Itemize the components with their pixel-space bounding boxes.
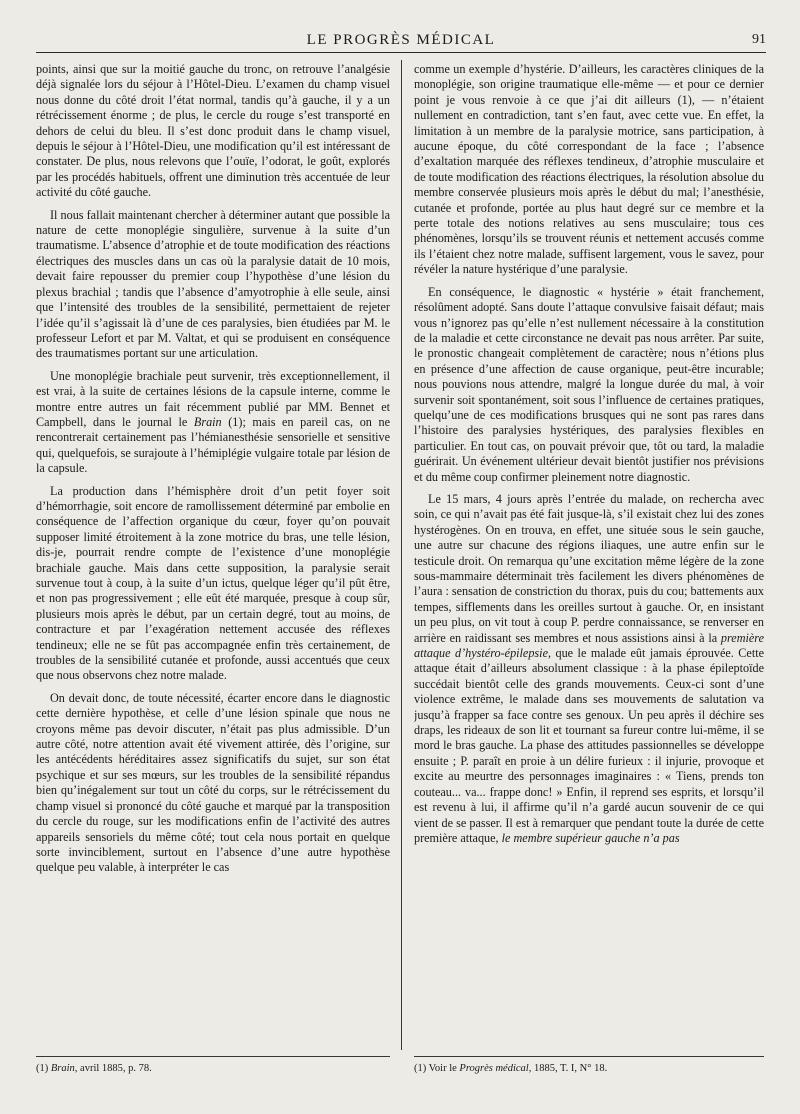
footnote-text: , avril 1885, p. 78.	[74, 1063, 152, 1074]
footnote-right	[414, 1056, 764, 1074]
footnote-text: , 1885, T. I, N° 18.	[528, 1063, 608, 1074]
emphasis: première attaque d’hystéro-épilepsie	[414, 630, 764, 661]
paragraph: En conséquence, le diagnostic « hystérie » était franchement, résolûment adopté. Sans doute l’attaque convulsive faisait défaut; mais vous n’ignorez pas qu’elle n’est nullement nécessaire à la constitution de la maladie et cette circonstance ne devait pas nous arrêter. Par suite, le pronostic changeait complètement de caractère; nous n’étions plus en présence d’une affection de cause organique, peut-être incurable; nous pouvions nous attendre, malgré la longue durée du mal, à voir survenir soit spontanément, soit sous l’influence de certaines pratiques, quelqu’une de ces modifications brusques qui ne sont pas rares dans l’histoire des paralysies hystériques, des paralysies flexibles en particulier. En tout cas, on pouvait prévoir que, tôt ou tard, la maladie guérirait. Un événement ultérieur devait bientôt justifier nos prévisions et du même coup confirmer pleinement notre diagnostic.	[414, 284, 764, 484]
footnote-marker: (1)	[36, 1063, 51, 1074]
footnote-journal: Brain	[50, 1063, 75, 1074]
paragraph: Il nous fallait maintenant chercher à déterminer autant que possible la nature de cette monoplégie singulière, survenue à la suite d’un traumatisme. L’absence d’atrophie et de toute modification des réactions électriques des muscles dans un cas où la paralysie datait de 10 mois, devait faire repousser du premier coup l’hypothèse d’une lésion du plexus brachial ; tandis que l’absence d’amyotrophie à elle seule, ainsi que l’intensité des troubles de la sensibilité, permettaient de rejeter l’idée qu’il s’agissait là d’une de ces paralysies, bien étudiées par M. le professeur Lefort et par M. Valtat, et qui se produisent en conséquence des traumatismes portant sur une articulation.	[36, 207, 390, 361]
right-column	[414, 62, 764, 1042]
journal-title: LE PROGRÈS MÉDICAL	[306, 32, 496, 48]
text-run: , que le malade eût jamais éprouvée. Cette attaque était d’ailleurs absolument classique : à la phase épileptoïde succédait bientôt celle des grands mouvements. Ceux-ci sont d’une violence extrême, le malade dans ses mouvements de salutation va jusqu’à frapper sa face contre ses genoux. Un peu après il déchire ses draps, les rideaux de son lit et tournant sa fureur contre lui-même, il se mord le bras gauche. La phase des attitudes passionnelles se développe ensuite ; P. paraît en proie à un délire furieux : il injurie, provoque et excite au meurtre des personnages imaginaires : « Tiens, prends ton couteau... va... frappe donc! » Enfin, il reprend ses esprits, et lorsqu’il est revenu à lui, il affirme qu’il n’a gardé aucun souvenir de ce qui vient de se passer. Il est à remarquer que pendant toute la durée de cette première attaque,	[414, 646, 764, 845]
text-run: Le 15 mars, 4 jours après l’entrée du malade, on rechercha avec soin, ce qui n’avait pas été fait jusque-là, s’il existait chez lui des zones hystérogènes. On en trouva, en effet, une située sous le sein gauche, une autre sur chacune des régions iliaques, une autre enfin sur le testicule droit. On remarqua qu’une excitation même légère de la zone sous-mammaire déterminait très facilement les divers phénomènes de l’aura : sensation de constriction du thorax, puis du cou; battements aux tempes, sifflements dans les oreilles surtout à gauche. Or, en insistant un peu plus, on vit tout à coup P. perdre connaissance, se renverser en arrière en raidissant ses membres et nous assistions ainsi à la	[414, 491, 764, 645]
left-column	[36, 62, 390, 1042]
column-divider	[401, 60, 402, 1050]
footnote-left	[36, 1056, 390, 1074]
paragraph	[36, 369, 390, 477]
journal-name: Brain	[193, 414, 222, 429]
emphasis: le membre supérieur gauche n’a pas	[501, 830, 680, 845]
paragraph: La production dans l’hémisphère droit d’un petit foyer soit d’hémorrhagie, soit encore de ramollissement déterminé par embolie en conséquence de l’affection organique du cœur, foyer qu’on pouvait supposer limité étroitement à la zone motrice du bras, une telle lésion, dis-je, pourrait rendre compte de l’existence d’une monoplégie brachiale gauche. Mais dans cette supposition, la paralysie serait survenue tout à coup, à la suite d’un ictus, quelque léger qu’il pût être, et non pas progressivement ; elle eût été marquée, presque à coup sûr, plusieurs mois après le début, par un certain degré, tout au moins, de contracture et par l’exagération nettement accusée des réflexes tendineux; elle ne se fût pas accompagnée enfin très certainement, de troubles de la sensibilité cutanée et profonde, aussi accentués que ceux que nous observons chez notre malade.	[36, 483, 390, 683]
footnote-journal: Progrès médical	[459, 1063, 529, 1074]
paragraph: On devait donc, de toute nécessité, écarter encore dans le diagnostic cette dernière hypothèse, et celle d’une lésion spinale que nous ne croyons même pas devoir discuter, n’était pas plus admissible. D’un autre côté, notre attention avait été vivement attirée, dès l’origine, sur les antécédents héréditaires assez significatifs du sujet, sur son état psychique et sur ses mœurs, sur les troubles de la sensibilité répandus bien qu’inégalement sur tout un côté du corps, sur le rétrécissement du champ visuel si prononcé du côté gauche et marqué par la transposition du cercle du rouge, sur les modifications enfin de l’activité des autres appareils sensoriels du même côté; tout cela nous portait en quelque sorte invinciblement, surtout en l’absence d’une autre hypothèse quelque peu valable, à interpréter le cas	[36, 690, 390, 875]
paragraph	[414, 492, 764, 846]
text-run: (1); mais en pareil cas, on ne rencontrerait certainement pas l’hémianesthésie sensorielle et sensitive qui, quelquefois, se surajoute à l’hémiplégie vulgaire totale par lésion de la capsule.	[36, 414, 390, 476]
text-run: Une monoplégie brachiale peut survenir, très exceptionnellement, il est vrai, à la suite de certaines lésions de la capsule interne, comme le montre entre autres un fait récemment publié par MM. Bennet et Campbell, dans le journal le	[36, 368, 390, 429]
footnote-marker: (1) Voir le	[414, 1063, 460, 1074]
paragraph: points, ainsi que sur la moitié gauche du tronc, on retrouve l’analgésie déjà signalée lors du séjour à l’Hôtel-Dieu. L’examen du champ visuel nous donne du côté droit l’état normal, tandis qu’à gauche, il y a un rétrécissement énorme ; de plus, le cercle du rouge s’est transporté en dehors de celui du bleu. Il s’est donc produit dans le champ visuel, depuis le séjour à l’Hôtel-Dieu, une modification qu’il est intéressant de constater. De plus, nous relevons que l’ouïe, l’odorat, le goût, explorés par les procédés habituels, offrent une diminution très accentuée de leur activité du côté gauche.	[36, 62, 390, 200]
paragraph: comme un exemple d’hystérie. D’ailleurs, les caractères cliniques de la monoplégie, son origine traumatique elle-même — et pour ce dernier point je vous renvoie à ce que j’ai dit ailleurs (1), — n’étaient nullement en contradiction, tant s’en faut, avec cette vue. En effet, la limitation à un membre de la paralysie motrice, sans participation, à aucune époque, du côté correspondant de la face ; l’absence d’exaltation marquée des réflexes tendineux, d’atrophie musculaire et de toute modification des réactions électriques, la résolution absolue du membre conservée plusieurs mois après le début du mal; l’anesthésie, cutanée et profonde, portée au plus haut degré sur ce membre et la perte totale des notions relatives au sens musculaire; tous ces phénomènes, lorsqu’ils se trouvent réunis et nettement accusés comme ils l’étaient chez notre malade, suffisent largement, vous le savez, pour révéler la nature hystérique d’une paralysie.	[414, 62, 764, 277]
page-number: 91	[752, 32, 766, 47]
running-header	[36, 30, 766, 53]
